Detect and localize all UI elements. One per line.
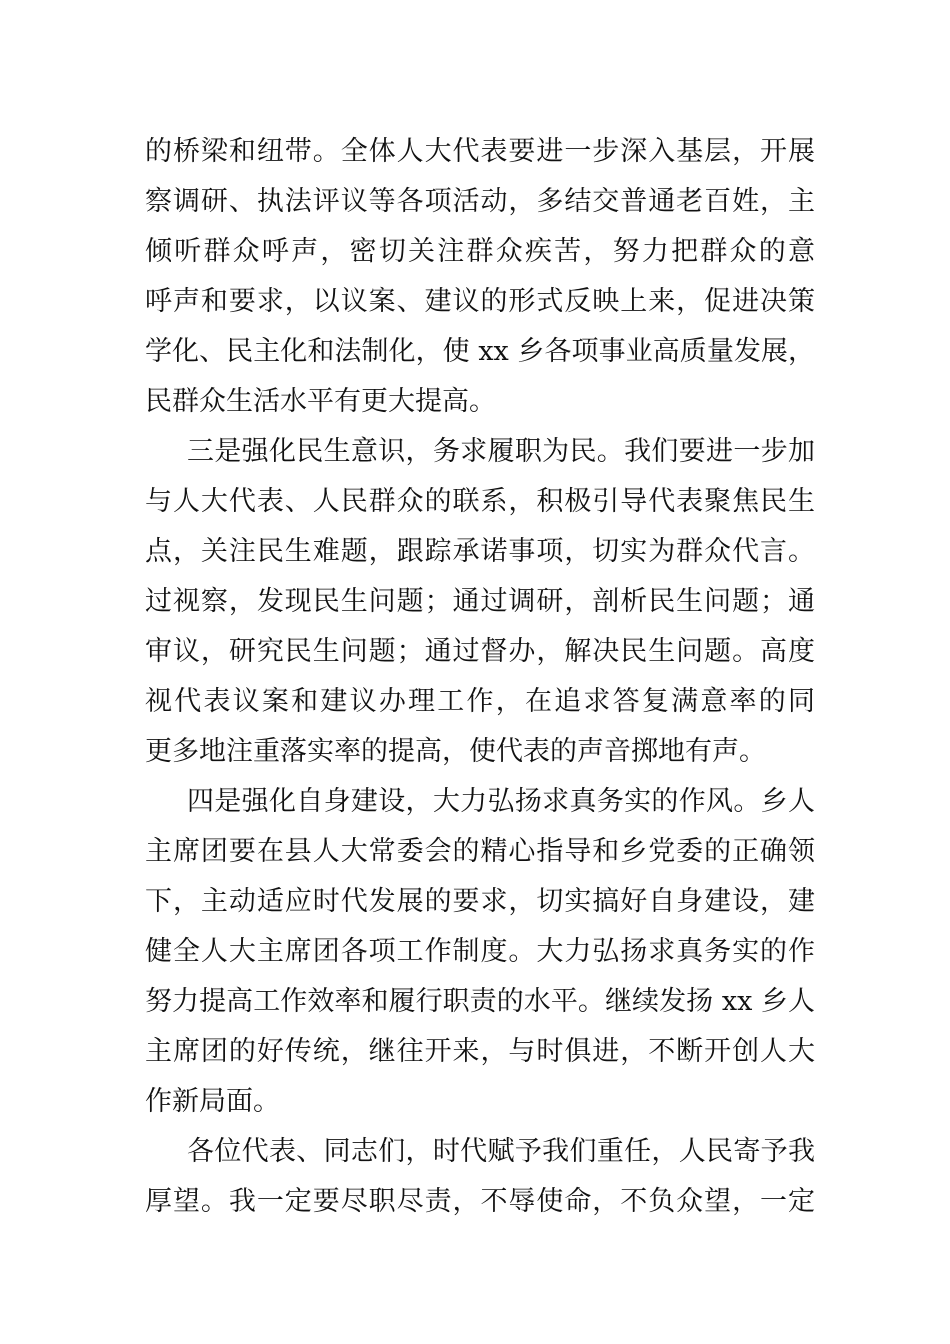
paragraph-first-line: 各位代表、同志们，时代赋予我们重任，人民寄予我 (187, 1136, 815, 1167)
text-line: 过视察，发现民生问题；通过调研，剖析民生问题；通 (145, 586, 815, 617)
text-line: 更多地注重落实率的提高，使代表的声音掷地有声。 (145, 736, 766, 767)
text-line: 努力提高工作效率和履行职责的水平。继续发扬 xx 乡人 (145, 986, 815, 1017)
text-line: 呼声和要求，以议案、建议的形式反映上来，促进决策 (145, 286, 815, 317)
text-line: 与人大代表、人民群众的联系，积极引导代表聚焦民生 (145, 486, 815, 517)
text-line: 民群众生活水平有更大提高。 (145, 386, 496, 417)
text-line: 察调研、执法评议等各项活动，多结交普通老百姓，主 (145, 186, 815, 217)
text-line: 审议，研究民生问题；通过督办，解决民生问题。高度 (145, 636, 815, 667)
text-line: 主席团的好传统，继往开来，与时俱进，不断开创人大 (145, 1036, 815, 1067)
text-line: 健全人大主席团各项工作制度。大力弘扬求真务实的作 (145, 936, 815, 967)
text-line: 作新局面。 (145, 1086, 280, 1117)
text-line: 的桥梁和纽带。全体人大代表要进一步深入基层，开展 (145, 136, 815, 167)
text-line: 下，主动适应时代发展的要求，切实搞好自身建设，建 (145, 886, 815, 917)
paragraph-first-line: 三是强化民生意识，务求履职为民。我们要进一步加 (187, 436, 815, 467)
text-line: 学化、民主化和法制化，使 xx 乡各项事业高质量发展， (145, 336, 815, 367)
document-body (145, 127, 815, 1227)
text-line: 倾听群众呼声，密切关注群众疾苦，努力把群众的意 (145, 236, 815, 267)
paragraph-first-line: 四是强化自身建设，大力弘扬求真务实的作风。乡人 (187, 786, 815, 817)
text-line: 点，关注民生难题，跟踪承诺事项，切实为群众代言。 (145, 536, 815, 567)
text-line: 主席团要在县人大常委会的精心指导和乡党委的正确领 (145, 836, 815, 867)
text-line: 视代表议案和建议办理工作，在追求答复满意率的同 (145, 686, 815, 717)
text-line: 厚望。我一定要尽职尽责，不辱使命，不负众望，一定 (145, 1186, 815, 1217)
